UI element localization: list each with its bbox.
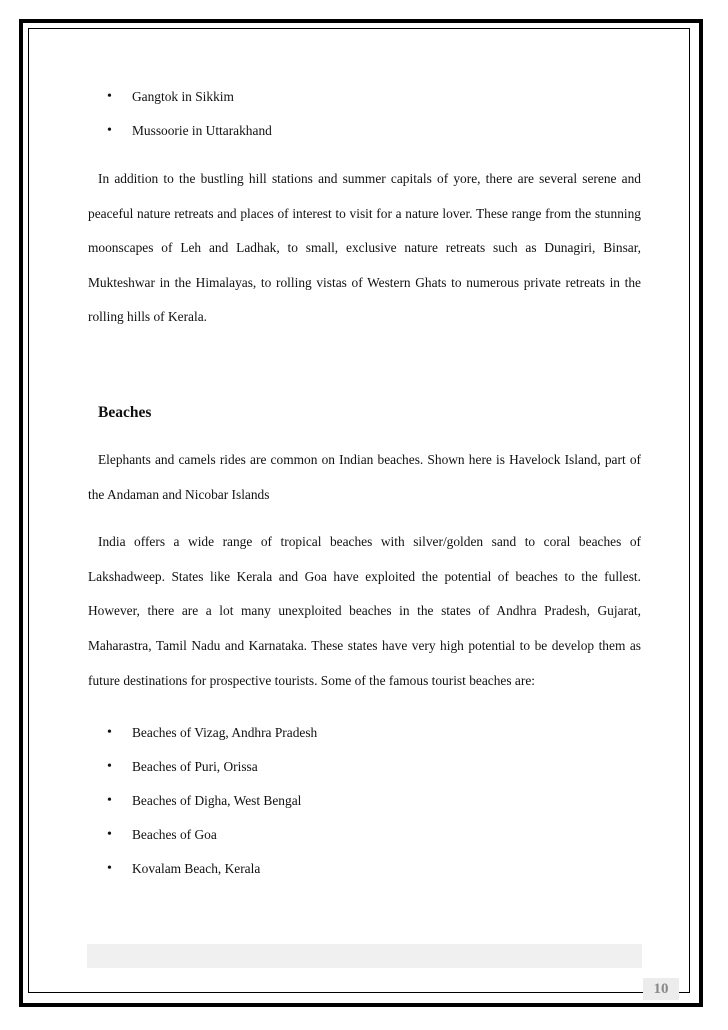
hill-stations-list	[88, 80, 641, 148]
india-beaches-paragraph: India offers a wide range of tropical beaches with silver/golden sand to coral beaches of Lakshadweep. States like Kerala and Goa have exploited the potential of beaches to the fullest. However, there are a lot many unexploited beaches in the states of Andhra Pradesh, Gujarat, Maharastra, Tamil Nadu and Karnataka. These states have very high potential to be develop them as future destinations for prospective tourists. Some of the famous tourist beaches are:	[88, 534, 641, 688]
list-item: • Beaches of Goa	[88, 818, 641, 852]
list-item: • Beaches of Digha, West Bengal	[88, 784, 641, 818]
beaches-list	[88, 716, 641, 886]
list-item: • Beaches of Puri, Orissa	[88, 750, 641, 784]
list-item: • Mussoorie in Uttarakhand	[88, 114, 641, 148]
elephants-paragraph: Elephants and camels rides are common on Indian beaches. Shown here is Havelock Island, part of the Andaman and Nicobar Islands	[88, 451, 641, 502]
page-number: 10	[643, 978, 679, 1000]
nature-retreats-paragraph: In addition to the bustling hill stations and summer capitals of yore, there are several serene and peaceful nature retreats and places of interest to visit for a nature lover. These range from the stunning moonscapes of Leh and Ladhak, to small, exclusive nature retreats such as Dunagiri, Binsar, Mukteshwar in the Himalayas, to rolling vistas of Western Ghats to numerous private retreats in the rolling hills of Kerala.	[88, 171, 641, 325]
list-item: • Beaches of Vizag, Andhra Pradesh	[88, 716, 641, 750]
footer-bar	[87, 944, 642, 968]
page-content	[88, 80, 641, 886]
beaches-heading: Beaches	[98, 403, 152, 421]
list-item: • Gangtok in Sikkim	[88, 80, 641, 114]
list-item: • Kovalam Beach, Kerala	[88, 852, 641, 886]
